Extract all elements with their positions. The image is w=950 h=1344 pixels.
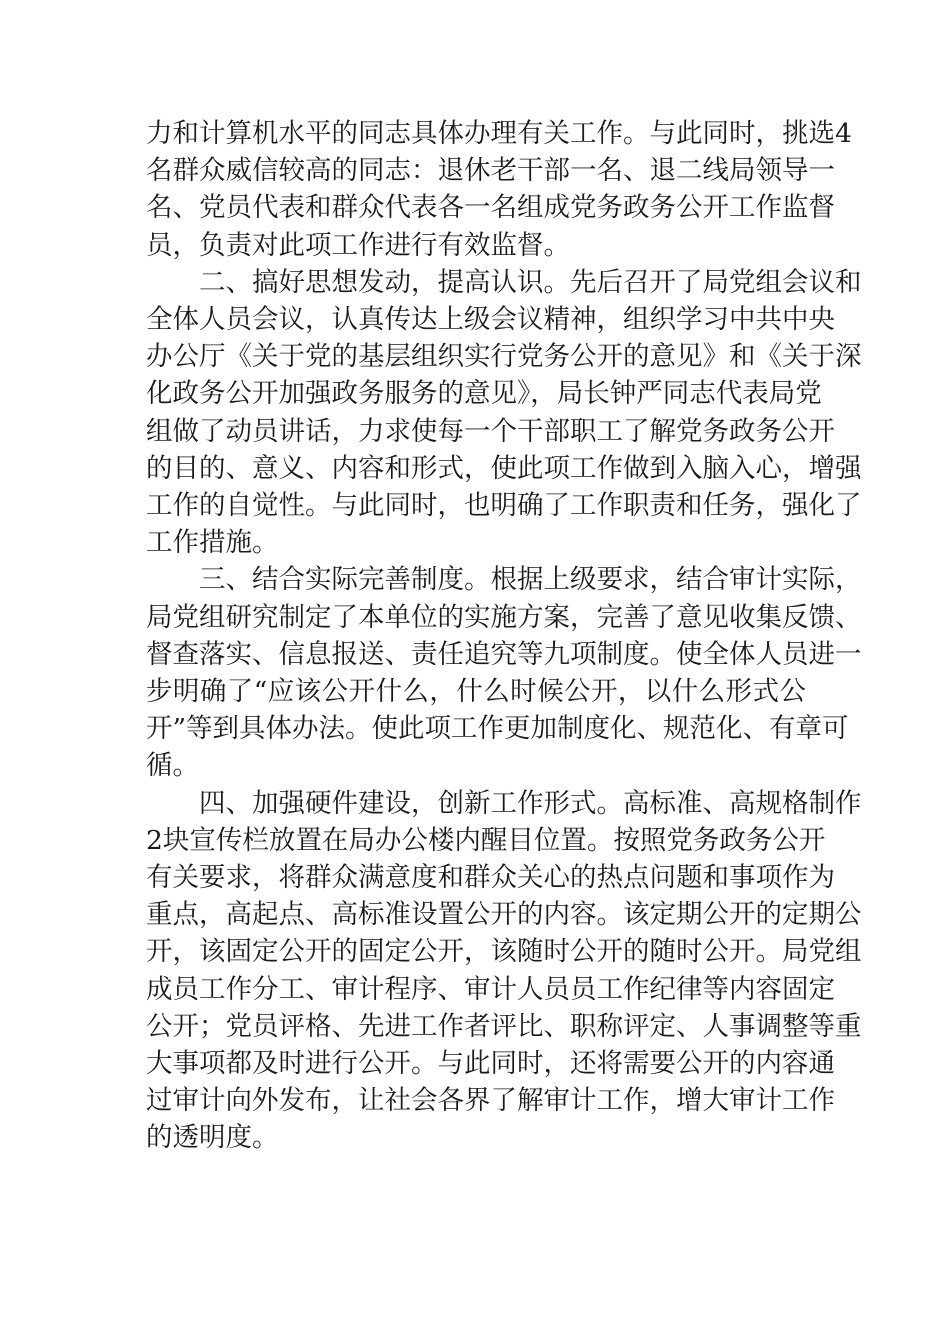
text-line: 过审计向外发布，让社会各界了解审计工作，增大审计工作 — [146, 1085, 835, 1117]
text-line: 开”等到具体办法。使此项工作更加制度化、规范化、有章可 — [146, 713, 849, 745]
text-line: 力和计算机水平的同志具体办理有关工作。与此同时，挑选4 — [146, 118, 852, 149]
text-line: 督查落实、信息报送、责任追究等九项制度。使全体人员进一 — [146, 638, 862, 670]
text-line: 循。 — [146, 750, 199, 782]
text-line: 名、党员代表和群众代表各一名组成党务政务公开工作监督 — [146, 192, 835, 224]
text-line: 四、加强硬件建设，创新工作形式。高标准、高规格制作 — [199, 787, 862, 819]
paragraph-3 — [146, 561, 862, 784]
text-line: 开，该固定公开的固定公开，该随时公开的随时公开。局党组 — [146, 936, 862, 968]
text-line: 步明确了“应该公开什么，什么时候公开，以什么形式公 — [146, 676, 806, 708]
text-line: 重点，高起点、高标准设置公开的内容。该定期公开的定期公 — [146, 899, 862, 931]
text-line: 的透明度。 — [146, 1122, 279, 1154]
paragraph-2 — [146, 264, 862, 562]
text-line: 全体人员会议，认真传达上级会议精神，组织学习中共中央 — [146, 304, 835, 336]
text-line: 工作措施。 — [146, 527, 279, 559]
text-line: 名群众威信较高的同志：退休老干部一名、退二线局领导一 — [146, 155, 835, 187]
text-line: 大事项都及时进行公开。与此同时，还将需要公开的内容通 — [146, 1048, 835, 1080]
text-line: 化政务公开加强政务服务的意见》，局长钟严同志代表局党 — [146, 378, 822, 410]
text-line: 组做了动员讲话，力求使每一个干部职工了解党务政务公开 — [146, 415, 835, 447]
text-line: 2块宣传栏放置在局办公楼内醒目位置。按照党务政务公开 — [146, 824, 826, 856]
text-line: 成员工作分工、审计程序、审计人员员工作纪律等内容固定 — [146, 973, 835, 1005]
paragraph-1 — [146, 115, 852, 264]
document-page — [146, 115, 862, 1157]
text-line: 三、结合实际完善制度。根据上级要求，结合审计实际， — [199, 564, 862, 596]
text-line: 工作的自觉性。与此同时，也明确了工作职责和任务，强化了 — [146, 490, 862, 522]
text-line: 的目的、意义、内容和形式，使此项工作做到入脑入心，增强 — [146, 452, 862, 484]
text-line: 员，负责对此项工作进行有效监督。 — [146, 229, 570, 261]
text-line: 有关要求，将群众满意度和群众关心的热点问题和事项作为 — [146, 862, 835, 894]
text-line: 办公厅《关于党的基层组织实行党务公开的意见》和《关于深 — [146, 341, 862, 373]
paragraph-4 — [146, 785, 862, 1157]
text-line: 二、搞好思想发动，提高认识。先后召开了局党组会议和 — [199, 266, 862, 298]
text-line: 局党组研究制定了本单位的实施方案，完善了意见收集反馈、 — [146, 601, 862, 633]
text-line: 公开；党员评格、先进工作者评比、职称评定、人事调整等重 — [146, 1010, 862, 1042]
